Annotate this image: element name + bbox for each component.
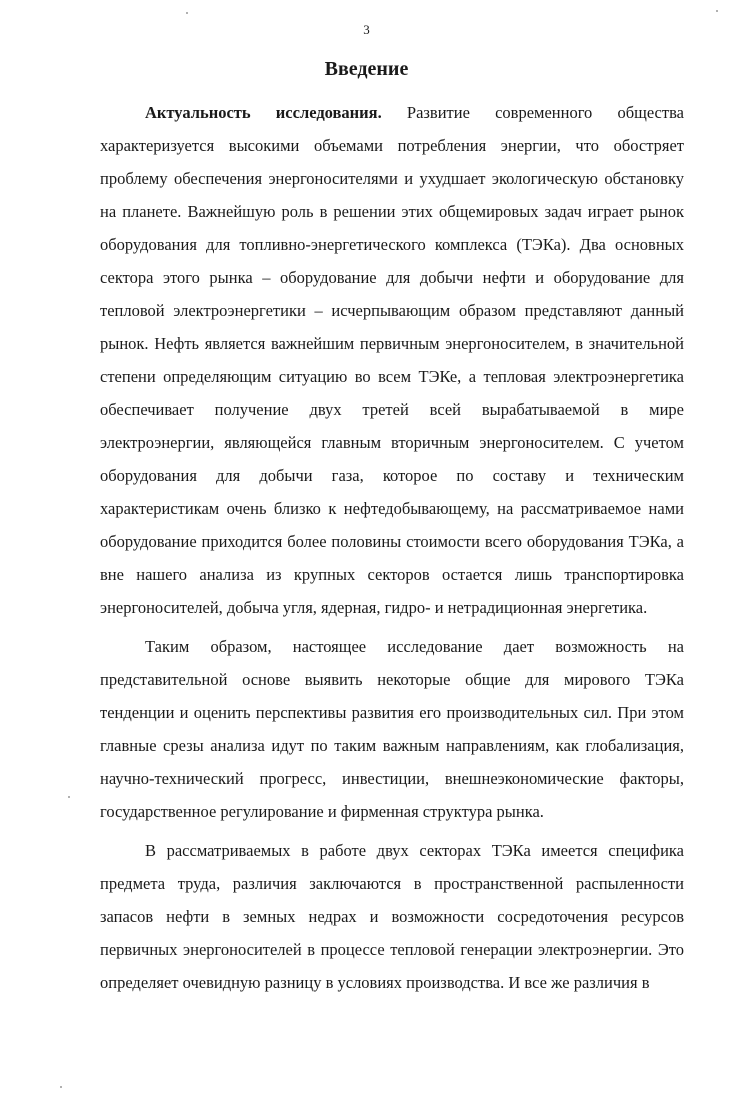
scan-speck [68, 796, 70, 798]
scan-speck [716, 10, 718, 12]
scan-speck [186, 12, 188, 14]
scan-speck [60, 1086, 62, 1088]
paragraph-1 [100, 96, 684, 624]
page-title: Введение [324, 58, 409, 80]
body-text [100, 96, 684, 999]
page-number: 3 [363, 22, 370, 37]
paragraph-lead: Актуальность исследования. [145, 103, 382, 122]
paragraph-1-text: Развитие современного общества характеризуется высокими объемами потребления энергии, что обостряет проблему обеспечения энергоносителями и ухудшает экологическую обстановку на планете. Важнейшую роль в решении этих общемировых задач играет рынок оборудования для топливно-энергетического комплекса (ТЭКа). Два основных сектора этого рынка – оборудование для добычи нефти и оборудование для тепловой электроэнергетики – исчерпывающим образом представляют данный рынок. Нефть является важнейшим первичным энергоносителем, в значительной степени определяющим ситуацию во всем ТЭКе, а тепловая электроэнергетика обеспечивает получение двух третей всей вырабатываемой в мире электроэнергии, являющейся главным вторичным энергоносителем. С учетом оборудования для добычи газа, которое по составу и техническим характеристикам очень близко к нефтедобывающему, на рассматриваемое нами оборудование приходится более половины стоимости всего оборудования ТЭКа, а вне нашего анализа из крупных секторов остается лишь транспортировка энергоносителей, добыча угля, ядерная, гидро- и нетрадиционная энергетика. [100, 103, 684, 617]
paragraph-3: В рассматриваемых в работе двух секторах ТЭКа имеется специфика предмета труда, различия заключаются в пространственной распыленности запасов нефти в земных недрах и возможности сосредоточения ресурсов первичных энергоносителей в процессе тепловой генерации электроэнергии. Это определяет очевидную разницу в условиях производства. И все же различия в [100, 841, 684, 992]
paragraph-2: Таким образом, настоящее исследование дает возможность на представительной основе выявить некоторые общие для мирового ТЭКа тенденции и оценить перспективы развития его производительных сил. При этом главные срезы анализа идут по таким важным направлениям, как глобализация, научно-технический прогресс, инвестиции, внешнеэкономические факторы, государственное регулирование и фирменная структура рынка. [100, 637, 684, 821]
